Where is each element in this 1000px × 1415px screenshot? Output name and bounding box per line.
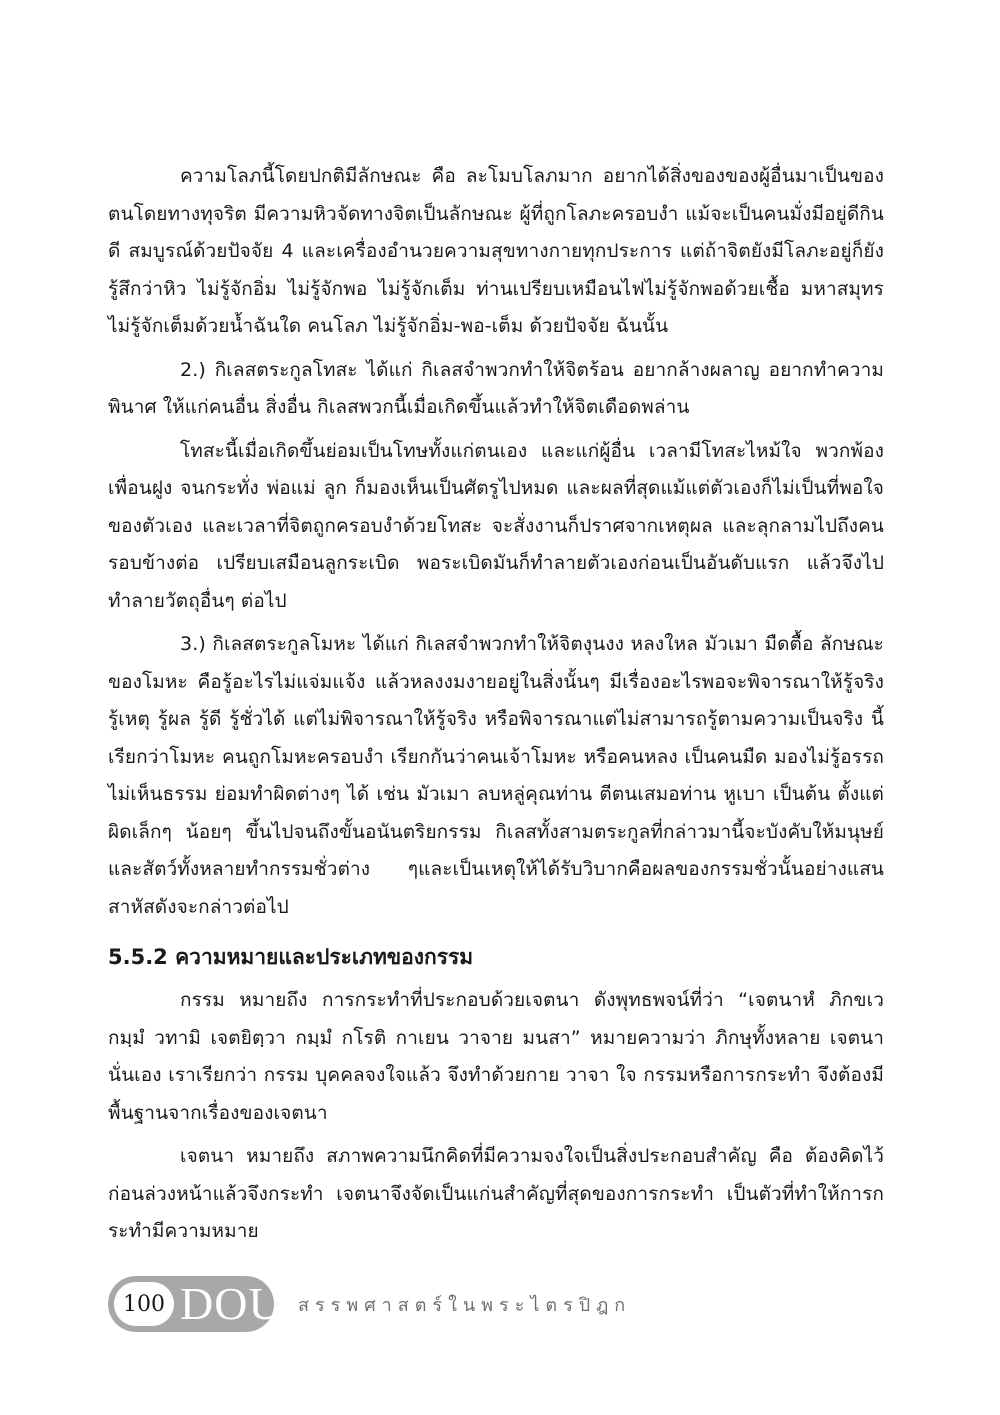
paragraph-dosa-description: โทสะนี้เมื่อเกิดขึ้นย่อมเป็นโทษทั้งแก่ตนเอง และแก่ผู้อื่น เวลามีโทสะไหม้ใจ พวกพ้องเพื่อนฝูง จนกระทั่ง พ่อแม่ ลูก ก็มองเห็นเป็นศัตรูไปหมด และผลที่สุดแม้แต่ตัวเองก็ไม่เป็นที่พอใจของตัวเอง และเวลาที่จิตถูกครอบงำด้วยโทสะ จะสั่งงานก็ปราศจากเหตุผล และลุกลามไปถึงคนรอบข้างต่อ เปรียบเสมือนลูกระเบิด พอระเบิดมันก็ทำลายตัวเองก่อนเป็นอันดับแรก แล้วจึงไปทำลายวัตถุอื่นๆ ต่อไป (108, 439, 884, 612)
dou-logo-badge (108, 1276, 283, 1332)
paragraph-moha-family: 3.) กิเลสตระกูลโมหะ ได้แก่ กิเลสจำพวกทำให้จิตงุนงง หลงใหล มัวเมา มืดตื้อ ลักษณะของโมหะ คือรู้อะไรไม่แจ่มแจ้ง แล้วหลงงมงายอยู่ในสิ่งนั้นๆ มีเรื่องอะไรพอจะพิจารณาให้รู้จริง รู้เหตุ รู้ผล รู้ดี รู้ชั่วได้ แต่ไม่พิจารณาให้รู้จริง หรือพิจารณาแต่ไม่สามารถรู้ตามความเป็นจริง นี้เรียกว่าโมหะ คนถูกโมหะครอบงำ เรียกกันว่าคนเจ้าโมหะ หรือคนหลง เป็นคนมืด มองไม่รู้อรรถ ไม่เห็นธรรม ย่อมทำผิดต่างๆ ได้ เช่น มัวเมา ลบหลู่คุณท่าน ตีตนเสมอท่าน หูเบา เป็นต้น ตั้งแต่ผิดเล็กๆ น้อยๆ ขึ้นไปจนถึงขั้นอนันตริยกรรม กิเลสทั้งสามตระกูลที่กล่าวมานี้จะบังคับให้มนุษย์และสัตว์ทั้งหลายทำกรรมชั่วต่าง ๆและเป็นเหตุให้ได้รับวิบากคือผลของกรรมชั่วนั้นอย่างแสนสาหัสดังจะกล่าวต่อไป (108, 633, 884, 918)
page-footer (108, 1276, 631, 1332)
dou-logo-text: DOU (180, 1278, 283, 1329)
paragraph-lobha-description: ความโลภนี้โดยปกติมีลักษณะ คือ ละโมบโลภมาก อยากได้สิ่งของของผู้อื่นมาเป็นของตนโดยทางทุจริต มีความหิวจัดทางจิตเป็นลักษณะ ผู้ที่ถูกโลภะครอบงำ แม้จะเป็นคนมั่งมีอยู่ดีกินดี สมบูรณ์ด้วยปัจจัย 4 และเครื่องอำนวยความสุขทางกายทุกประการ แต่ถ้าจิตยังมีโลภะอยู่ก็ยังรู้สึกว่าหิว ไม่รู้จักอิ่ม ไม่รู้จักพอ ไม่รู้จักเต็ม ท่านเปรียบเหมือนไฟไม่รู้จักพอด้วยเชื้อ มหาสมุทรไม่รู้จักเต็มด้วยน้ำฉันใด คนโลภ ไม่รู้จักอิ่ม-พอ-เต็ม ด้วยปัจจัย ฉันนั้น (108, 165, 884, 337)
book-title: สรรพศาสตร์ในพระไตรปิฎก (298, 1294, 632, 1316)
page-body (108, 158, 884, 1251)
paragraph-cetana-definition: เจตนา หมายถึง สภาพความนึกคิดที่มีความจงใจเป็นสิ่งประกอบสำคัญ คือ ต้องคิดไว้ก่อนล่วงหน้าแล้วจึงกระทำ เจตนาจึงจัดเป็นแก่นสำคัญที่สุดของการกระทำ เป็นตัวที่ทำให้การกระทำมีความหมาย (108, 1145, 884, 1242)
page-number: 100 (114, 1282, 174, 1326)
paragraph-kamma-definition: กรรม หมายถึง การกระทำที่ประกอบด้วยเจตนา ดังพุทธพจน์ที่ว่า “เจตนาหํ ภิกขเว กมฺมํ วทามิ เจตยิตฺวา กมฺมํ กโรติ กาเยน วาจาย มนสา” หมายความว่า ภิกษุทั้งหลาย เจตนานั่นเอง เราเรียกว่า กรรม บุคคลจงใจแล้ว จึงทำด้วยกาย วาจา ใจ กรรมหรือการกระทำ จึงต้องมีพื้นฐานจากเรื่องของเจตนา (108, 989, 884, 1124)
section-heading: 5.5.2 ความหมายและประเภทของกรรม (108, 945, 474, 969)
paragraph-dosa-family: 2.) กิเลสตระกูลโทสะ ได้แก่ กิเลสจำพวกทำให้จิตร้อน อยากล้างผลาญ อยากทำความพินาศ ให้แก่คนอื่น สิ่งอื่น กิเลสพวกนี้เมื่อเกิดขึ้นแล้วทำให้จิตเดือดพล่าน (108, 358, 884, 418)
